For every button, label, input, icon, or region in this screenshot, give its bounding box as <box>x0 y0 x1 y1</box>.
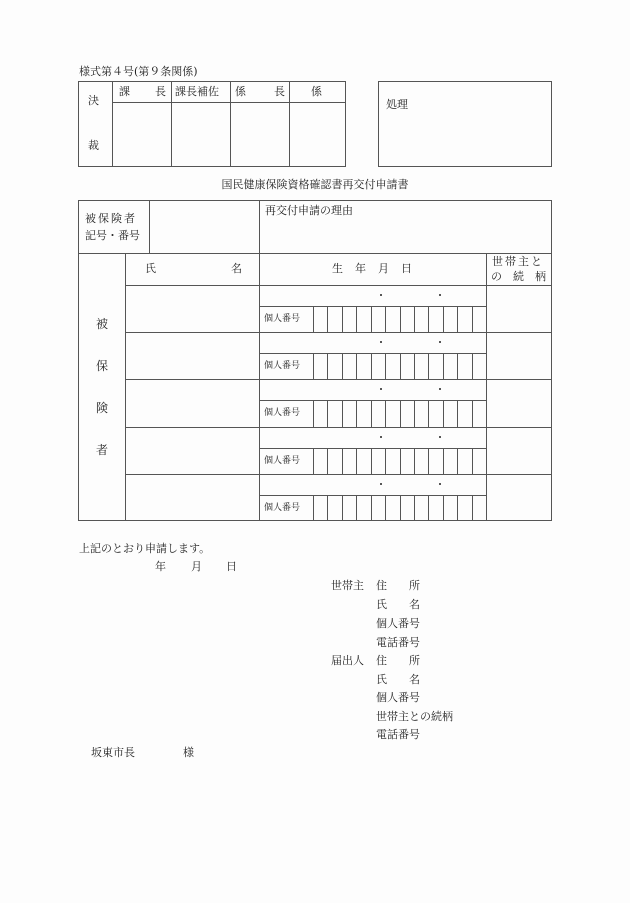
householder-field-label: 氏 名 <box>376 598 420 611</box>
header-birth-char-2: 月 <box>378 262 389 275</box>
applicant-field-label: 電話番号 <box>376 728 420 742</box>
householder-field-label: 電話番号 <box>376 636 420 649</box>
insured-name-field[interactable] <box>126 286 259 332</box>
my-number-label: 個人番号 <box>264 314 301 324</box>
processing-box <box>378 81 552 167</box>
insured-number-label-2: 記号・番号 <box>85 229 140 242</box>
insured-number-field[interactable] <box>150 201 259 253</box>
approval-col-kacho-a: 課 <box>119 85 130 98</box>
addressee: 坂東市長 <box>91 746 135 759</box>
page-title: 国民健康保険資格確認書再交付申請書 <box>221 178 409 191</box>
approval-stamp-cell[interactable] <box>113 103 171 166</box>
header-name-a: 氏 <box>145 262 156 275</box>
birth-date-field[interactable] <box>260 286 486 306</box>
side-label-char-0: 被 <box>96 317 109 331</box>
my-number-label: 個人番号 <box>264 361 301 371</box>
date-separator-dot <box>439 483 441 485</box>
declaration-text: 上記のとおり申請します。 <box>79 542 211 555</box>
approval-col-kakaricho-b: 長 <box>274 85 285 98</box>
header-birth-char-1: 年 <box>355 262 366 275</box>
approval-col-kacho-b: 長 <box>155 85 166 98</box>
birth-date-field[interactable] <box>260 380 486 400</box>
birth-date-field[interactable] <box>260 475 486 495</box>
date-separator-dot <box>439 436 441 438</box>
approval-table <box>78 81 346 167</box>
date-separator-dot <box>380 388 382 390</box>
processing-label: 処理 <box>386 98 408 111</box>
applicant-field-label: 住 所 <box>376 654 420 667</box>
insured-name-field[interactable] <box>126 380 259 427</box>
approval-col-kakari: 係 <box>311 85 322 98</box>
my-number-field[interactable] <box>314 401 486 427</box>
approval-stamp-cell[interactable] <box>231 103 289 166</box>
my-number-label: 個人番号 <box>264 503 301 513</box>
date-separator-dot <box>439 341 441 343</box>
side-label-char-1: 保 <box>96 359 109 373</box>
insured-name-field[interactable] <box>126 428 259 474</box>
date-separator-dot <box>380 483 382 485</box>
date-month: 月 <box>191 560 202 573</box>
my-number-label: 個人番号 <box>264 408 301 418</box>
reason-field[interactable] <box>260 219 550 253</box>
relation-field[interactable] <box>487 475 551 521</box>
form-number: 様式第４号(第９条関係) <box>79 65 198 78</box>
date-separator-dot <box>439 388 441 390</box>
relation-field[interactable] <box>487 428 551 474</box>
header-relation-1: 世帯主と <box>492 255 544 268</box>
approval-label-bottom: 裁 <box>88 139 99 152</box>
relation-field[interactable] <box>487 333 551 379</box>
birth-date-field[interactable] <box>260 428 486 448</box>
my-number-field[interactable] <box>314 307 486 332</box>
approval-stamp-cell[interactable] <box>290 103 345 166</box>
approval-stamp-cell[interactable] <box>172 103 230 166</box>
header-birth-char-0: 生 <box>332 262 343 275</box>
householder-field-label: 住 所 <box>376 579 420 592</box>
header-relation-2: の 続 柄 <box>491 270 546 283</box>
side-label-char-2: 険 <box>96 401 109 415</box>
side-label-char-3: 者 <box>96 443 109 457</box>
insured-name-field[interactable] <box>126 333 259 379</box>
relation-field[interactable] <box>487 286 551 332</box>
my-number-field[interactable] <box>314 449 486 474</box>
insured-name-field[interactable] <box>126 475 259 521</box>
date-day: 日 <box>226 560 237 573</box>
approval-label-top: 決 <box>88 94 99 107</box>
date-separator-dot <box>380 294 382 296</box>
header-birth-char-3: 日 <box>401 262 412 275</box>
date-separator-dot <box>380 436 382 438</box>
my-number-field[interactable] <box>314 354 486 379</box>
approval-col-kacho-hosa: 課長補佐 <box>175 85 219 98</box>
applicant-field-label: 世帯主との続柄 <box>376 709 453 723</box>
honorific: 様 <box>183 746 194 759</box>
householder-label: 世帯主 <box>331 579 364 592</box>
my-number-label: 個人番号 <box>264 456 301 466</box>
reason-label: 再交付申請の理由 <box>265 204 353 217</box>
applicant-label: 届出人 <box>331 654 364 667</box>
approval-col-kakaricho-a: 係 <box>235 85 246 98</box>
applicant-field-label: 個人番号 <box>376 691 420 705</box>
birth-date-field[interactable] <box>260 333 486 353</box>
date-year: 年 <box>155 560 166 573</box>
applicant-field-label: 氏 名 <box>376 672 420 686</box>
date-separator-dot <box>439 294 441 296</box>
householder-field-label: 個人番号 <box>376 617 420 630</box>
insured-table <box>78 200 552 521</box>
insured-number-label: 被保険者 <box>85 212 137 225</box>
my-number-field[interactable] <box>314 496 486 521</box>
date-separator-dot <box>380 341 382 343</box>
header-name-b: 名 <box>231 262 242 275</box>
relation-field[interactable] <box>487 380 551 427</box>
table-rule <box>79 253 551 254</box>
